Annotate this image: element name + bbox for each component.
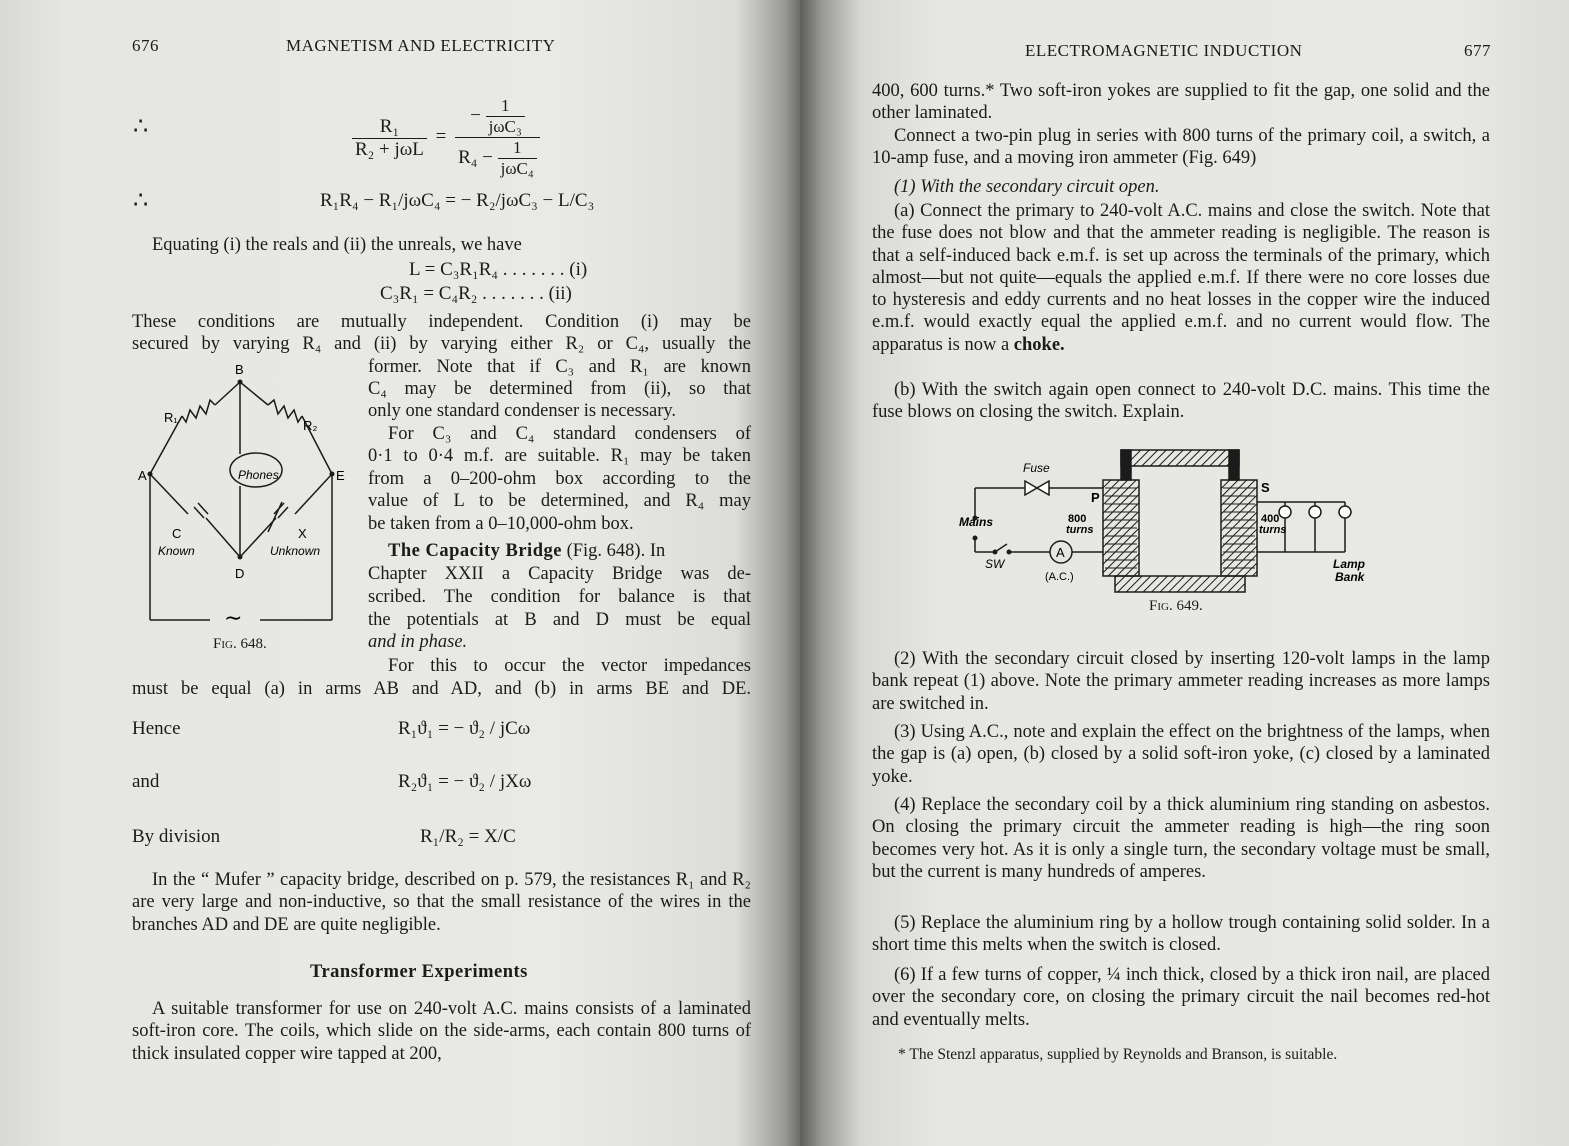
and-equation: R₂ϑ₁ = − ϑ₂ / jXω — [398, 771, 532, 792]
para-connect: Connect a two-pin plug in series with 800 turns of the primary coil, a switch, a 10-amp fuse, and a moving iron ammeter (Fig. 649) — [872, 126, 1490, 169]
secondary-turns-label: 400 — [1261, 513, 1280, 525]
step-1a-text: (a) Connect the primary to 240-volt A.C. mains and close the switch. Note that the fuse does not blow and that the ammeter reading is negligible. The reason is that a self-induced back e.m.f. is set up across the terminals of the primary, which almost—but not quite—equals the applied e.m.f. If there were no core losses due to hysteresis and eddy currents and no heat losses in the copper wire the induced e.m.f. would exactly equal the applied e.m.f. and no current would flow. The apparatus is now a — [872, 201, 1490, 355]
division-equation: R₁/R₂ = X/C — [420, 826, 516, 847]
fuse-label: Fuse — [1023, 461, 1050, 475]
known-label: Known — [158, 544, 195, 558]
node-a-label: A — [138, 468, 147, 483]
step-1a — [872, 200, 1490, 356]
therefore-symbol: ∴ — [133, 114, 149, 140]
lamp-label: Lamp — [1333, 557, 1366, 571]
running-head: MAGNETISM AND ELECTRICITY — [286, 36, 556, 55]
choke-term: choke. — [1013, 334, 1065, 355]
conditions-line-2: secured by varying R₄ and (ii) by varying either R₂ or C₄, usually the — [132, 334, 751, 354]
right-page — [800, 0, 1569, 1146]
capacity-bridge-fig-ref: (Fig. 648). In — [561, 541, 666, 561]
bank-label: Bank — [1335, 570, 1365, 584]
para-turns: 400, 600 turns.* Two soft-iron yokes are supplied to fit the gap, one solid and the other laminated. — [872, 81, 1490, 124]
col-line-3: only one standard condenser is necessary. — [368, 401, 677, 421]
r2-label: R₂ — [303, 418, 318, 433]
primary-label: P — [1091, 490, 1100, 505]
secondary-turns-unit: turns — [1259, 524, 1287, 536]
and-label: and — [132, 771, 160, 792]
eq1-lhs-den: R₂ + jωL — [355, 139, 424, 160]
step-6: (6) If a few turns of copper, ¼ inch thick, closed by a thick iron nail, are placed over the secondary core, on closing the primary circuit the nail becomes red-hot and eventually melts. — [872, 965, 1490, 1030]
therefore-symbol-2: ∴ — [133, 188, 149, 214]
running-head-right: ELECTROMAGNETIC INDUCTION — [1025, 41, 1303, 60]
capacity-bridge-heading: The Capacity Bridge — [388, 541, 562, 561]
secondary-label: S — [1261, 480, 1270, 495]
c-label: C — [172, 526, 182, 541]
vector-line-2: must be equal (a) in arms AB and AD, and (b) in arms BE and DE. — [132, 679, 751, 699]
col-line-8: be taken from a 0–10,000-ohm box. — [368, 514, 634, 534]
condition-i: L = C₃R₁R₄ . . . . . . . (i) — [409, 259, 588, 280]
transformer-heading: Transformer Experiments — [310, 962, 528, 982]
step-4: (4) Replace the secondary coil by a thick aluminium ring standing on asbestos. On closing the primary circuit the ammeter reading is high—the ring soon becomes very hot. As it is only a single turn, the secondary voltage must be small, but the current is many hundreds of amperes. — [872, 795, 1490, 882]
eq1-rhs-bottom-num: 1 — [498, 138, 537, 159]
capacity-bridge-line-2: Chapter XXII a Capacity Bridge was de- — [368, 564, 751, 584]
fig-648-bridge-diagram — [140, 362, 358, 630]
capacity-bridge-line-4: the potentials at B and D must be equal — [368, 610, 751, 630]
primary-turns-unit: turns — [1066, 524, 1094, 536]
eq1-rhs-top-den: jωC₃ — [488, 117, 522, 136]
col-line-6: from a 0–200-ohm box according to the — [368, 469, 751, 489]
step-2: (2) With the secondary circuit closed by inserting 120-volt lamps in the lamp bank repeat (1) above. Note the primary ammeter reading increases as more lamps are switched in. — [872, 649, 1490, 714]
unknown-label: Unknown — [270, 544, 321, 558]
node-e-label: E — [336, 468, 345, 483]
conditions-line-1: These conditions are mutually independent. Condition (i) may be — [132, 312, 751, 332]
capacity-bridge-line-5: and in phase. — [368, 632, 468, 652]
eq1-lhs-num: R₁ — [352, 116, 427, 139]
col-line-4: For C₃ and C₄ standard condensers of — [388, 424, 751, 444]
step-5: (5) Replace the aluminium ring by a hollow trough containing solid solder. In a short time this melts when the switch is closed. — [872, 913, 1490, 956]
col-line-7: value of L to be determined, and R₄ may — [368, 491, 751, 511]
division-label: By division — [132, 826, 221, 847]
hence-label: Hence — [132, 718, 181, 739]
footnote: * The Stenzl apparatus, supplied by Reynolds and Branson, is suitable. — [898, 1046, 1338, 1063]
condition-ii: C₃R₁ = C₄R₂ . . . . . . . (ii) — [380, 283, 572, 304]
page-number-right: 677 — [1464, 41, 1491, 60]
equation-2: R₁R₄ − R₁/jωC₄ = − R₂/jωC₃ − L/C₃ — [320, 190, 595, 211]
capacity-bridge-line-3: scribed. The condition for balance is that — [368, 587, 751, 607]
eq1-rhs-bottom-lead: R₄ − — [458, 146, 493, 168]
fig-649-caption: Fig. 649. — [1149, 598, 1203, 614]
node-b-label: B — [235, 362, 244, 377]
eq1-rhs-bottom-den: jωC₄ — [500, 159, 534, 178]
eq1-rhs-top: 1 — [486, 96, 525, 117]
hence-equation: R₁ϑ₁ = − ϑ₂ / jCω — [398, 718, 531, 739]
r1-label: R₁ — [164, 410, 178, 425]
vector-line-1: For this to occur the vector impedances — [388, 656, 751, 676]
node-d-label: D — [235, 566, 245, 581]
step-1-label: (1) With the secondary circuit open. — [894, 177, 1160, 197]
ac-source-symbol: ∼ — [224, 605, 243, 630]
col-line-5: 0·1 to 0·4 m.f. are suitable. R₁ may be taken — [368, 446, 751, 466]
transformer-paragraph: A suitable transformer for use on 240-volt A.C. mains consists of a laminated soft-iron core. The coils, which slide on the side-arms, each contain 800 turns of thick insulated copper wire tapped at 200, — [132, 999, 751, 1064]
x-label: X — [298, 526, 307, 541]
capacity-bridge-line-1 — [388, 540, 751, 562]
step-1b: (b) With the switch again open connect to 240-volt D.C. mains. This time the fuse blows on closing the switch. Explain. — [872, 380, 1490, 423]
fig-648-caption: Fig. 648. — [213, 636, 267, 652]
equating-line: Equating (i) the reals and (ii) the unreals, we have — [152, 235, 522, 255]
col-line-2: C₄ may be determined from (ii), so that — [368, 379, 751, 399]
phones-label: Phones — [238, 468, 279, 482]
fig-649-transformer-diagram — [955, 440, 1395, 600]
mufer-paragraph: In the “ Mufer ” capacity bridge, described on p. 579, the resistances R₁ and R₂ are very large and non-inductive, so that the small resistance of the wires in the branches AD and DE are quite negligible. — [132, 870, 751, 935]
ammeter-label: A — [1056, 545, 1065, 560]
equation-1: $\frac{\text{R₁}}{\text{R₂ + jωL}}$ = − $\frac{1}{\text{jωC₃}}$ R₄ − $\frac{1}{\text{jωC₄}}$ — [352, 96, 540, 179]
mains-label: Mains — [959, 515, 994, 529]
col-line-1: former. Note that if C₃ and R₁ are known — [368, 357, 751, 377]
switch-label: SW — [985, 557, 1005, 571]
page-number: 676 — [132, 36, 159, 55]
primary-turns-label: 800 — [1068, 513, 1087, 525]
step-3: (3) Using A.C., note and explain the effect on the brightness of the lamps, when the gap is (a) open, (b) closed by a solid soft-iron yoke, (c) closed by a laminated yoke. — [872, 722, 1490, 787]
ammeter-ac-label: (A.C.) — [1045, 571, 1074, 583]
